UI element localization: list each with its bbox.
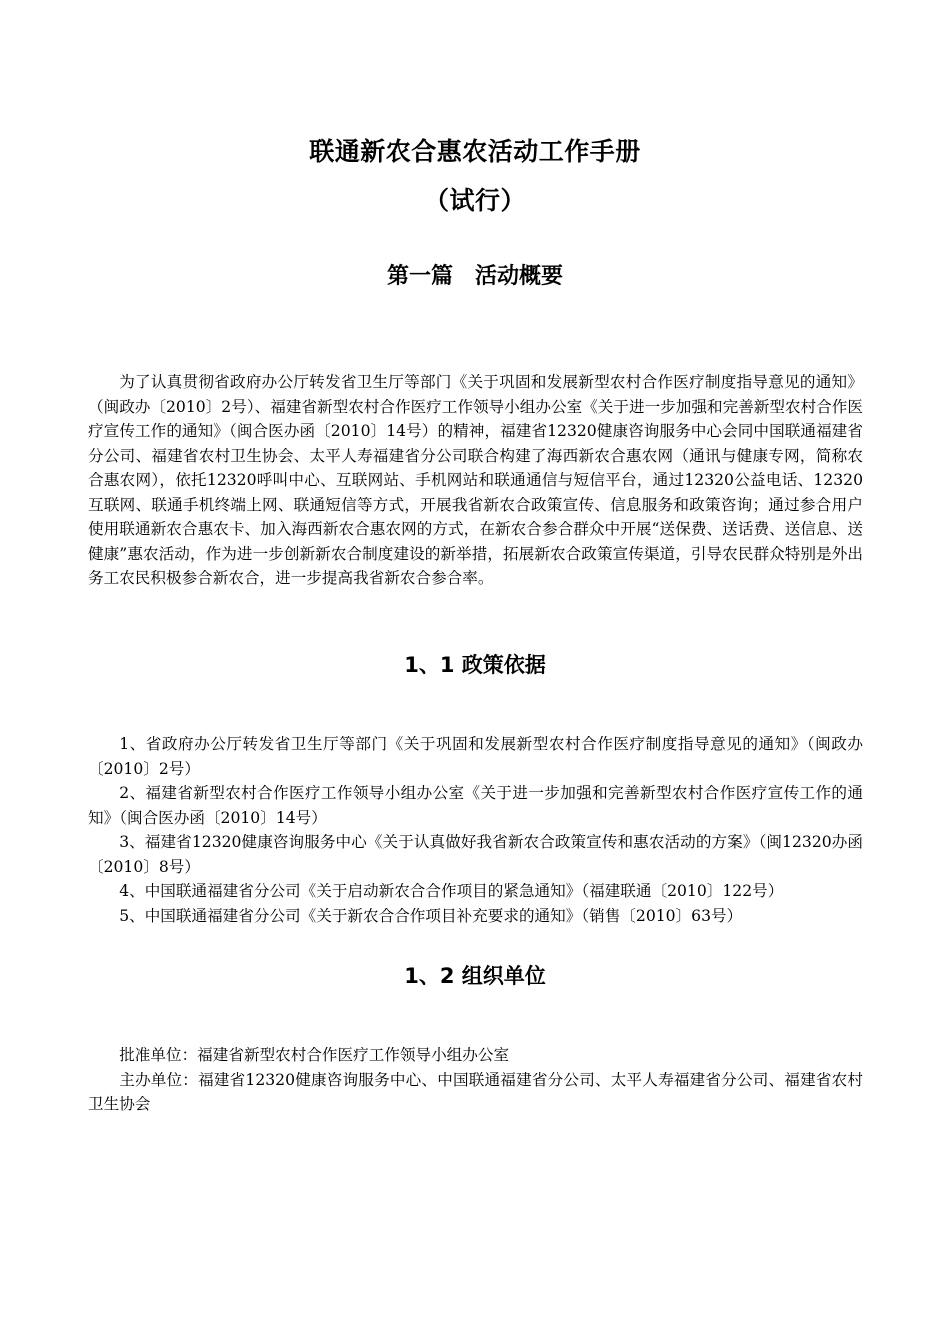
list-item: 1、省政府办公厅转发省卫生厅等部门《关于巩固和发展新型农村合作医疗制度指导意见的通知》（闽政办〔2010〕2号） <box>88 735 863 778</box>
part-heading: 第一篇 活动概要 <box>386 264 563 289</box>
list-item: 2、福建省新型农村合作医疗工作领导小组办公室《关于进一步加强和完善新型农村合作医疗宣传工作的通知》（闽合医办函〔2010〕14号） <box>88 784 863 827</box>
organizer-list <box>88 1043 863 1117</box>
list-item: 4、中国联通福建省分公司《关于启动新农合合作项目的紧急通知》（福建联通〔2010〕122号） <box>119 882 784 900</box>
document-subtitle: （试行） <box>423 186 526 215</box>
list-item: 5、中国联通福建省分公司《关于新农合合作项目补充要求的通知》（销售〔2010〕63号） <box>119 906 743 925</box>
policy-basis-list <box>88 732 863 928</box>
intro-paragraph: 为了认真贯彻省政府办公厅转发省卫生厅等部门《关于巩固和发展新型农村合作医疗制度指导意见的通知》（闽政办〔2010〕2号）、福建省新型农村合作医疗工作领导小组办公室《关于进一步加强和完善新型农村合作医疗宣传工作的通知》（闽合医办函〔2010〕14号）的精神，福建省12320健康咨询服务中心会同中国联通福建省分公司、福建省农村卫生协会、太平人寿福建省分公司联合构建了海西新农合惠农网（通讯与健康专网，简称农合惠农网），依托12320呼叫中心、互联网站、手机网站和联通通信与短信平台，通过12320公益电话、12320互联网、联通手机终端上网、联通短信等方式，开展我省新农合政策宣传、信息服务和政策咨询；通过参合用户使用联通新农合惠农卡、加入海西新农合惠农网的方式，在新农合参合群众中开展“送保费、送话费、送信息、送健康”惠农活动，作为进一步创新新农合制度建设的新举措，拓展新农合政策宣传渠道，引导农民群众特别是外出务工农民积极参合新农合，进一步提高我省新农合参合率。 <box>88 373 863 587</box>
section-heading-policy-basis: 1、1 政策依据 <box>404 653 546 677</box>
approver-line: 批准单位：福建省新型农村合作医疗工作领导小组办公室 <box>119 1046 510 1064</box>
organizers-line: 主办单位：福建省12320健康咨询服务中心、中国联通福建省分公司、太平人寿福建省分公司、福建省农村卫生协会 <box>88 1070 863 1113</box>
list-item: 3、福建省12320健康咨询服务中心《关于认真做好我省新农合政策宣传和惠农活动的方案》（闽12320办函〔2010〕8号） <box>88 833 863 876</box>
section-heading-organizers: 1、2 组织单位 <box>404 964 546 988</box>
document-title: 联通新农合惠农活动工作手册 <box>309 137 641 166</box>
